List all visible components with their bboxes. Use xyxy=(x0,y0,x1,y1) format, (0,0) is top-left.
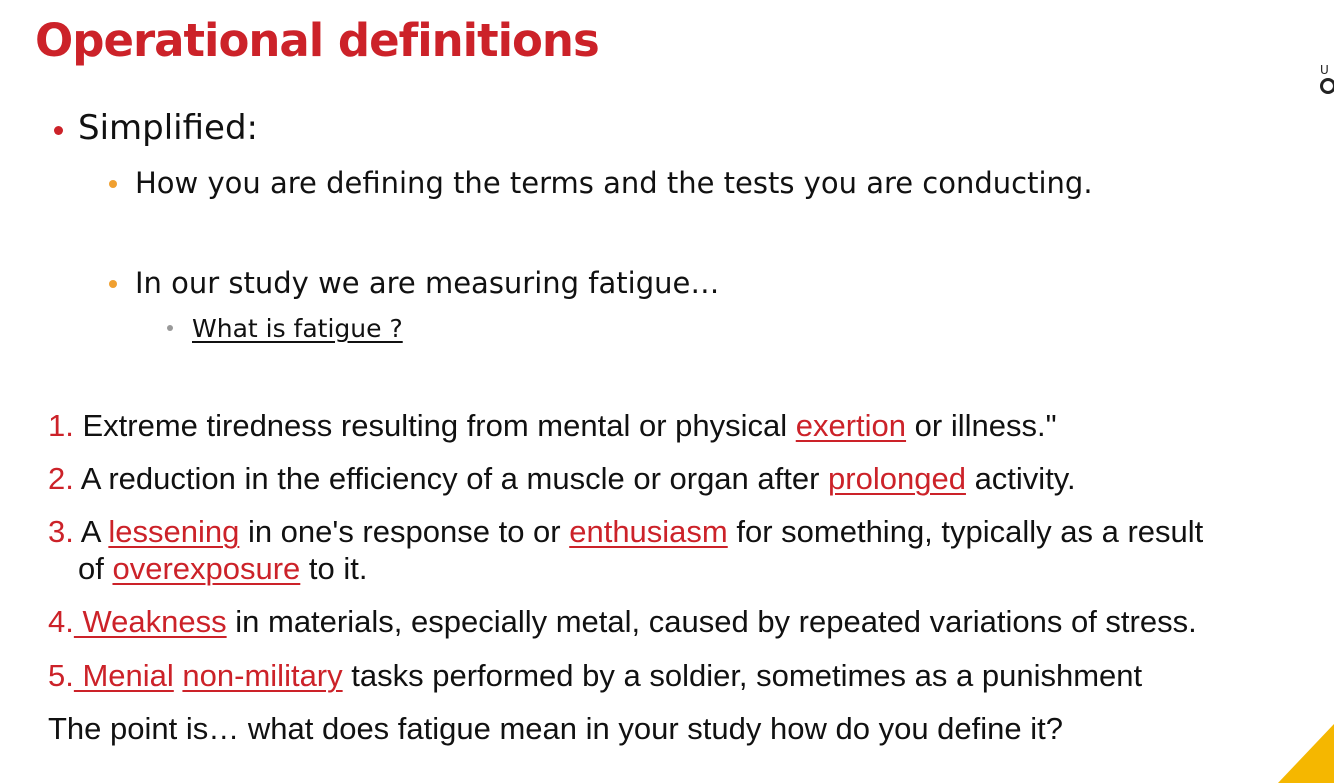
link-prolonged[interactable]: prolonged xyxy=(828,461,966,496)
link-menial[interactable]: Menial xyxy=(73,658,174,693)
slide-title: Operational definitions xyxy=(35,14,599,67)
closing-statement: The point is… what does fatigue mean in your study how do you define it? xyxy=(48,711,1063,746)
corner-triangle-decoration xyxy=(1278,724,1334,783)
definition-text: of xyxy=(78,551,113,586)
definition-1 xyxy=(48,408,1057,444)
bullet-what-is-fatigue: What is fatigue ? xyxy=(192,314,403,343)
definition-text: Extreme tiredness resulting from mental or physical xyxy=(73,408,796,443)
bullet-dot-icon xyxy=(54,126,63,135)
definition-number: 3. xyxy=(48,514,74,549)
bullet-defining-terms: How you are defining the terms and the tests you are conducting. xyxy=(135,166,1093,200)
link-weakness[interactable]: Weakness xyxy=(73,604,227,639)
definition-text: tasks performed by a soldier, sometimes as a punishment xyxy=(342,658,1143,693)
definition-number: 5. xyxy=(48,658,74,693)
definition-3 xyxy=(48,514,1203,550)
definition-text: for something, typically as a result xyxy=(727,514,1204,549)
corner-logo-text: U xyxy=(1320,64,1329,77)
bullet-dot-icon xyxy=(109,280,117,288)
definition-text: A xyxy=(73,514,109,549)
definition-text: A reduction in the efficiency of a muscle or organ after xyxy=(73,461,829,496)
link-exertion[interactable]: exertion xyxy=(795,408,907,443)
definition-5 xyxy=(48,658,1142,694)
definition-4 xyxy=(48,604,1197,640)
definition-text: to it. xyxy=(300,551,368,586)
definition-number: 4. xyxy=(48,604,74,639)
definition-text: activity. xyxy=(965,461,1076,496)
link-overexposure[interactable]: overexposure xyxy=(112,551,301,586)
bullet-dot-icon xyxy=(167,325,173,331)
definition-text: in one's response to or xyxy=(239,514,570,549)
link-lessening[interactable]: lessening xyxy=(108,514,240,549)
definition-text: or illness." xyxy=(906,408,1057,443)
bullet-measuring-fatigue: In our study we are measuring fatigue… xyxy=(135,266,720,300)
bullet-simplified: Simplified: xyxy=(78,108,258,148)
link-enthusiasm[interactable]: enthusiasm xyxy=(569,514,728,549)
logo-ring-icon xyxy=(1320,78,1334,94)
definition-text: in materials, especially metal, caused by repeated variations of stress. xyxy=(226,604,1197,639)
corner-logo xyxy=(1320,64,1334,94)
link-non-military[interactable]: non-military xyxy=(182,658,343,693)
definition-number: 2. xyxy=(48,461,74,496)
definition-number: 1. xyxy=(48,408,74,443)
bullet-dot-icon xyxy=(109,180,117,188)
definition-2 xyxy=(48,461,1076,497)
definition-3-continued xyxy=(78,551,368,587)
